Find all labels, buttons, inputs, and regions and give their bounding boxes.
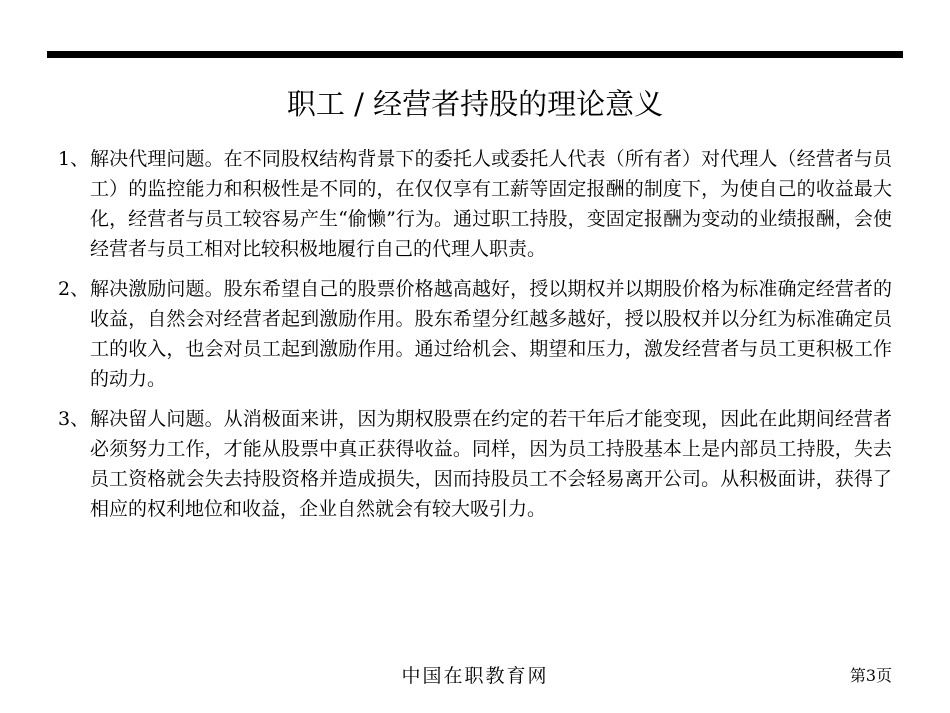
footer-site-name: 中国在职教育网 bbox=[401, 665, 549, 687]
list-item-text: 解决留人问题。从消极面来讲，因为期权股票在约定的若干年后才能变现，因此在此期间经营者必须努力工作，才能从股票中真正获得收益。同样，因为员工持股基本上是内部员工持股，失去员工资格就会失去持股资格并造成损失，因而持股员工不会轻易离开公司。从积极面讲，获得了相应的权利地位和收益，企业自然就会有较大吸引力。 bbox=[90, 408, 892, 520]
list-item-text: 解决激励问题。股东希望自己的股票价格越高越好，授以期权并以期股价格为标准确定经营者的收益，自然会对经营者起到激励作用。股东希望分红越多越好，授以股权并以分红为标准确定员工的收入，也会对员工起到激励作用。通过给机会、期望和压力，激发经营者与员工更积极工作的动力。 bbox=[90, 278, 892, 390]
list-item-2 bbox=[58, 274, 892, 394]
list-item-text: 解决代理问题。在不同股权结构背景下的委托人或委托人代表（所有者）对代理人（经营者与员工）的监控能力和积极性是不同的，在仅仅享有工薪等固定报酬的制度下，为使自己的收益最大化，经营者与员工较容易产生“偷懒”行为。通过职工持股，变固定报酬为变动的业绩报酬，会使经营者与员工相对比较积极地履行自己的代理人职责。 bbox=[90, 148, 892, 260]
list-item-1 bbox=[58, 144, 892, 264]
top-divider bbox=[47, 51, 903, 58]
page-number: 第3页 bbox=[849, 666, 892, 685]
list-item-number: 3、 bbox=[58, 408, 90, 430]
list-item-3 bbox=[58, 404, 892, 524]
slide-content bbox=[58, 144, 892, 534]
list-item-number: 2、 bbox=[58, 278, 90, 300]
list-item-number: 1、 bbox=[58, 148, 90, 170]
slide-title: 职工 / 经营者持股的理论意义 bbox=[286, 87, 664, 121]
